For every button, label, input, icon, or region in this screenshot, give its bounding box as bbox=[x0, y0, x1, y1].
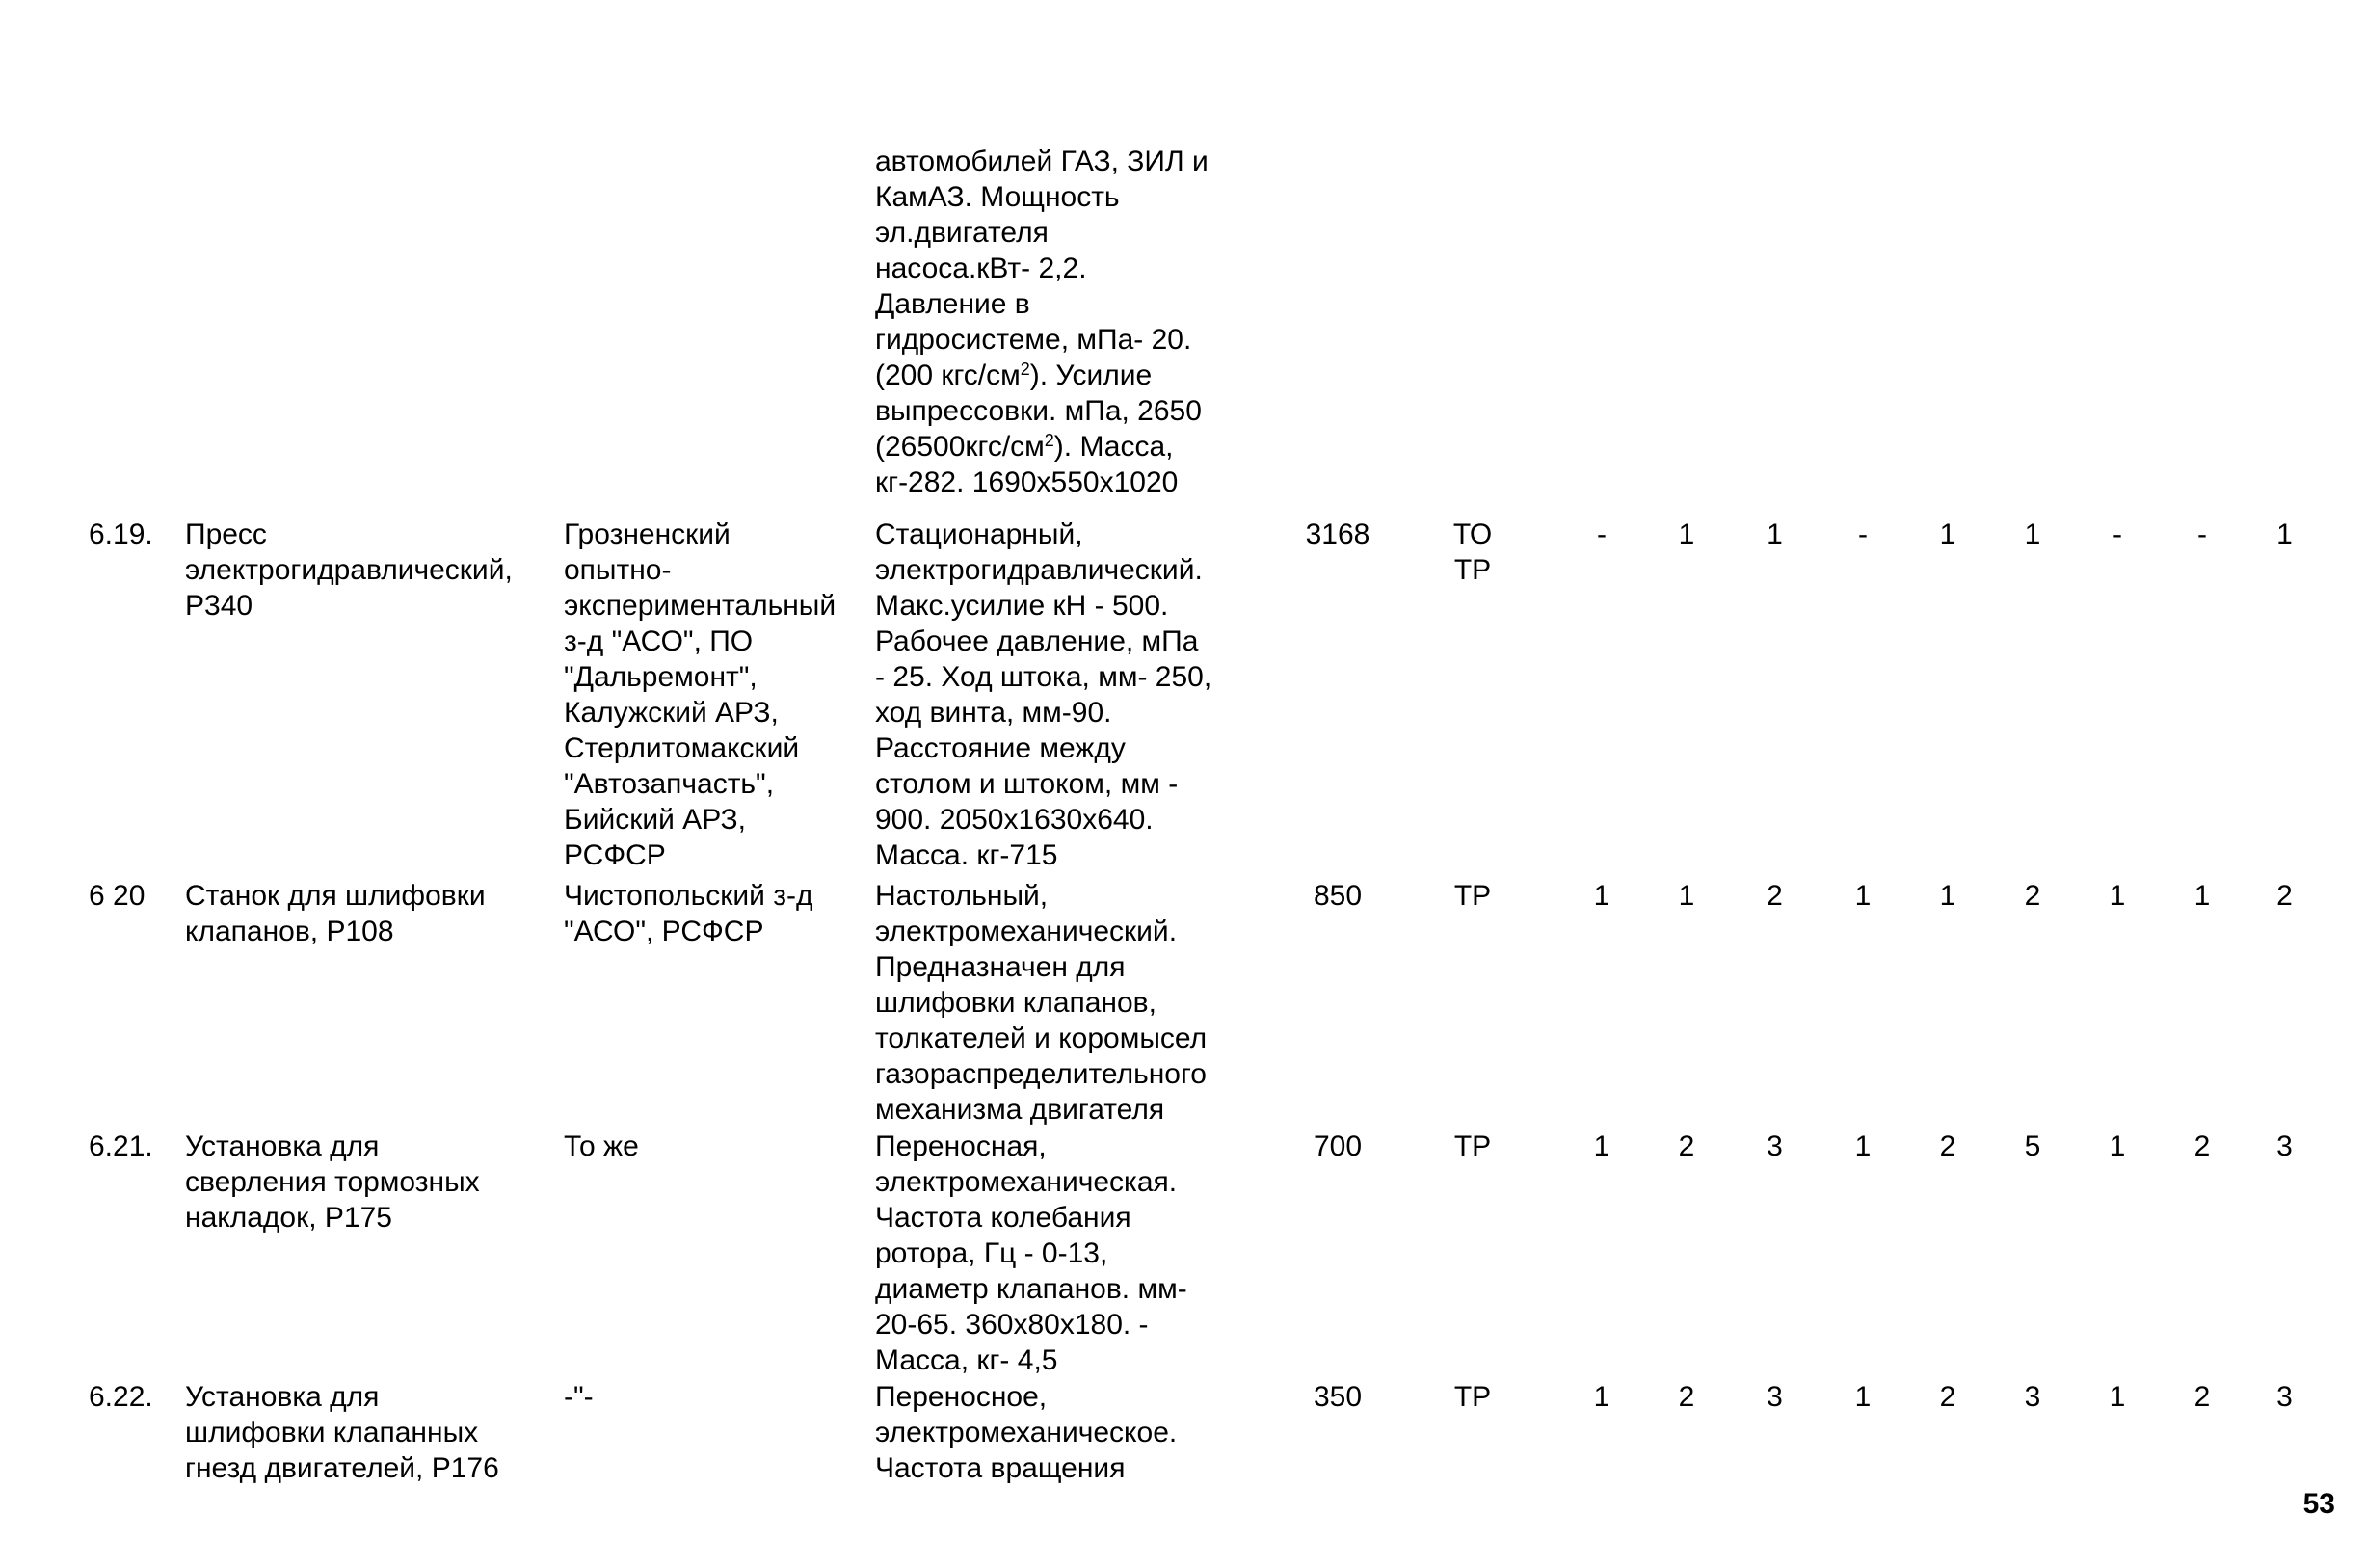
item-manufacturer: Чистопольский з-д "АСО", РСФСР bbox=[564, 880, 813, 947]
item-qty: 2 bbox=[2193, 1381, 2211, 1413]
item-qty: - bbox=[1597, 518, 1607, 550]
item-manufacturer: То же bbox=[564, 1130, 639, 1162]
item-qty: 2 bbox=[1939, 1130, 1956, 1162]
item-qty: 1 bbox=[1767, 518, 1783, 550]
item-qty: 3 bbox=[2276, 1381, 2293, 1413]
table-row bbox=[89, 1129, 2325, 1379]
item-qty: 5 bbox=[2024, 1130, 2041, 1162]
item-qty: 2 bbox=[2024, 880, 2041, 912]
item-qty: 2 bbox=[1767, 880, 1783, 912]
item-number: 6.19. bbox=[89, 518, 153, 550]
item-qty: - bbox=[2113, 518, 2122, 550]
item-number: 6.22. bbox=[89, 1381, 153, 1413]
item-qty: 2 bbox=[1939, 1381, 1956, 1413]
superscript: 2 bbox=[1044, 431, 1054, 450]
item-qty: 1 bbox=[2109, 1130, 2126, 1162]
item-qty: 1 bbox=[1678, 880, 1695, 912]
item-qty: 2 bbox=[1678, 1381, 1695, 1413]
table-row bbox=[89, 517, 2325, 878]
item-name: Пресс электрогидравлический, Р340 bbox=[185, 518, 513, 622]
continuation-text-1: автомобилей ГАЗ, ЗИЛ и КамАЗ. Мощность эл.двигателя насоса.кВт- 2,2. Давление в гидросистеме, мПа- 20. bbox=[875, 146, 1209, 356]
item-qty: 1 bbox=[2109, 880, 2126, 912]
equipment-table bbox=[89, 517, 2325, 1486]
item-qty: 1 bbox=[1854, 1130, 1872, 1162]
item-description: Переносная, электромеханическая. Частота колебания ротора, Гц - 0-13, диаметр клапанов. мм- 20-65. 360x80x180. - Масса, кг- 4,5 bbox=[875, 1130, 1187, 1376]
item-description: Настольный, электромеханический. Предназначен для шлифовки клапанов, толкателей и коромысел газораспределительного механизма двигателя bbox=[875, 880, 1208, 1126]
item-number: 6 20 bbox=[89, 880, 146, 912]
item-name: Установка для сверления тормозных накладок, Р175 bbox=[185, 1130, 480, 1234]
item-manufacturer: Грозненский опытно- экспериментальный з-д "АСО", ПО "Дальремонт", Калужский АРЗ, Стерлитомакский "Автозапчасть", Бийский АРЗ, РСФСР bbox=[564, 518, 837, 871]
item-qty: 1 bbox=[2024, 518, 2041, 550]
item-qty: 3 bbox=[1767, 1381, 1783, 1413]
continuation-text-3a: (26500кгс/см bbox=[875, 431, 1045, 463]
continuation-text-2a: (200 кгс/см bbox=[875, 359, 1021, 391]
item-qty: 1 bbox=[1939, 518, 1956, 550]
item-price: 3168 bbox=[1305, 518, 1370, 550]
item-qty: 1 bbox=[2193, 880, 2211, 912]
item-qty: 1 bbox=[2109, 1381, 2126, 1413]
item-price: 350 bbox=[1313, 1381, 1363, 1413]
item-price: 850 bbox=[1313, 880, 1363, 912]
item-service-type: ТО ТР bbox=[1452, 518, 1493, 586]
item-qty: 1 bbox=[1593, 1381, 1610, 1413]
item-description: Стационарный, электрогидравлический. Макс.усилие кН - 500. Рабочее давление, мПа - 25. Ход штока, мм- 250, ход винта, мм-90. Расстояние между столом и штоком, мм - 900. 2050x1630x640. Масса. кг-715 bbox=[875, 518, 1212, 871]
item-qty: 1 bbox=[1854, 880, 1872, 912]
item-qty: 1 bbox=[1854, 1381, 1872, 1413]
continuation-description bbox=[875, 144, 1280, 500]
item-price: 700 bbox=[1313, 1130, 1363, 1162]
item-service-type: ТР bbox=[1453, 880, 1492, 912]
item-name: Станок для шлифовки клапанов, Р108 bbox=[185, 880, 486, 947]
item-qty: - bbox=[2197, 518, 2207, 550]
item-name: Установка для шлифовки клапанных гнезд двигателей, Р176 bbox=[185, 1381, 499, 1484]
item-qty: 2 bbox=[2193, 1130, 2211, 1162]
item-description: Переносное, электромеханическое. Частота вращения bbox=[875, 1381, 1178, 1484]
item-qty: 3 bbox=[1767, 1130, 1783, 1162]
item-qty: 1 bbox=[1593, 880, 1610, 912]
item-qty: 1 bbox=[1678, 518, 1695, 550]
table-row bbox=[89, 1379, 2325, 1486]
item-service-type: ТР bbox=[1453, 1381, 1492, 1413]
item-qty: 1 bbox=[1939, 880, 1956, 912]
item-number: 6.21. bbox=[89, 1130, 153, 1162]
table-row bbox=[89, 878, 2325, 1129]
item-qty: 1 bbox=[2276, 518, 2293, 550]
item-qty: 2 bbox=[2276, 880, 2293, 912]
superscript: 2 bbox=[1020, 359, 1030, 379]
item-qty: 3 bbox=[2276, 1130, 2293, 1162]
item-service-type: ТР bbox=[1453, 1130, 1492, 1162]
continuation-text-2b: ). Усилие выпрессовки. мПа, 2650 bbox=[875, 359, 1202, 427]
item-qty: - bbox=[1858, 518, 1868, 550]
continuation-text-3b: ). Масса, кг-282. 1690x550x1020 bbox=[875, 431, 1179, 498]
item-qty: 2 bbox=[1678, 1130, 1695, 1162]
page-number: 53 bbox=[2302, 1488, 2335, 1520]
item-qty: 1 bbox=[1593, 1130, 1610, 1162]
item-manufacturer: -"- bbox=[564, 1381, 594, 1413]
item-qty: 3 bbox=[2024, 1381, 2041, 1413]
